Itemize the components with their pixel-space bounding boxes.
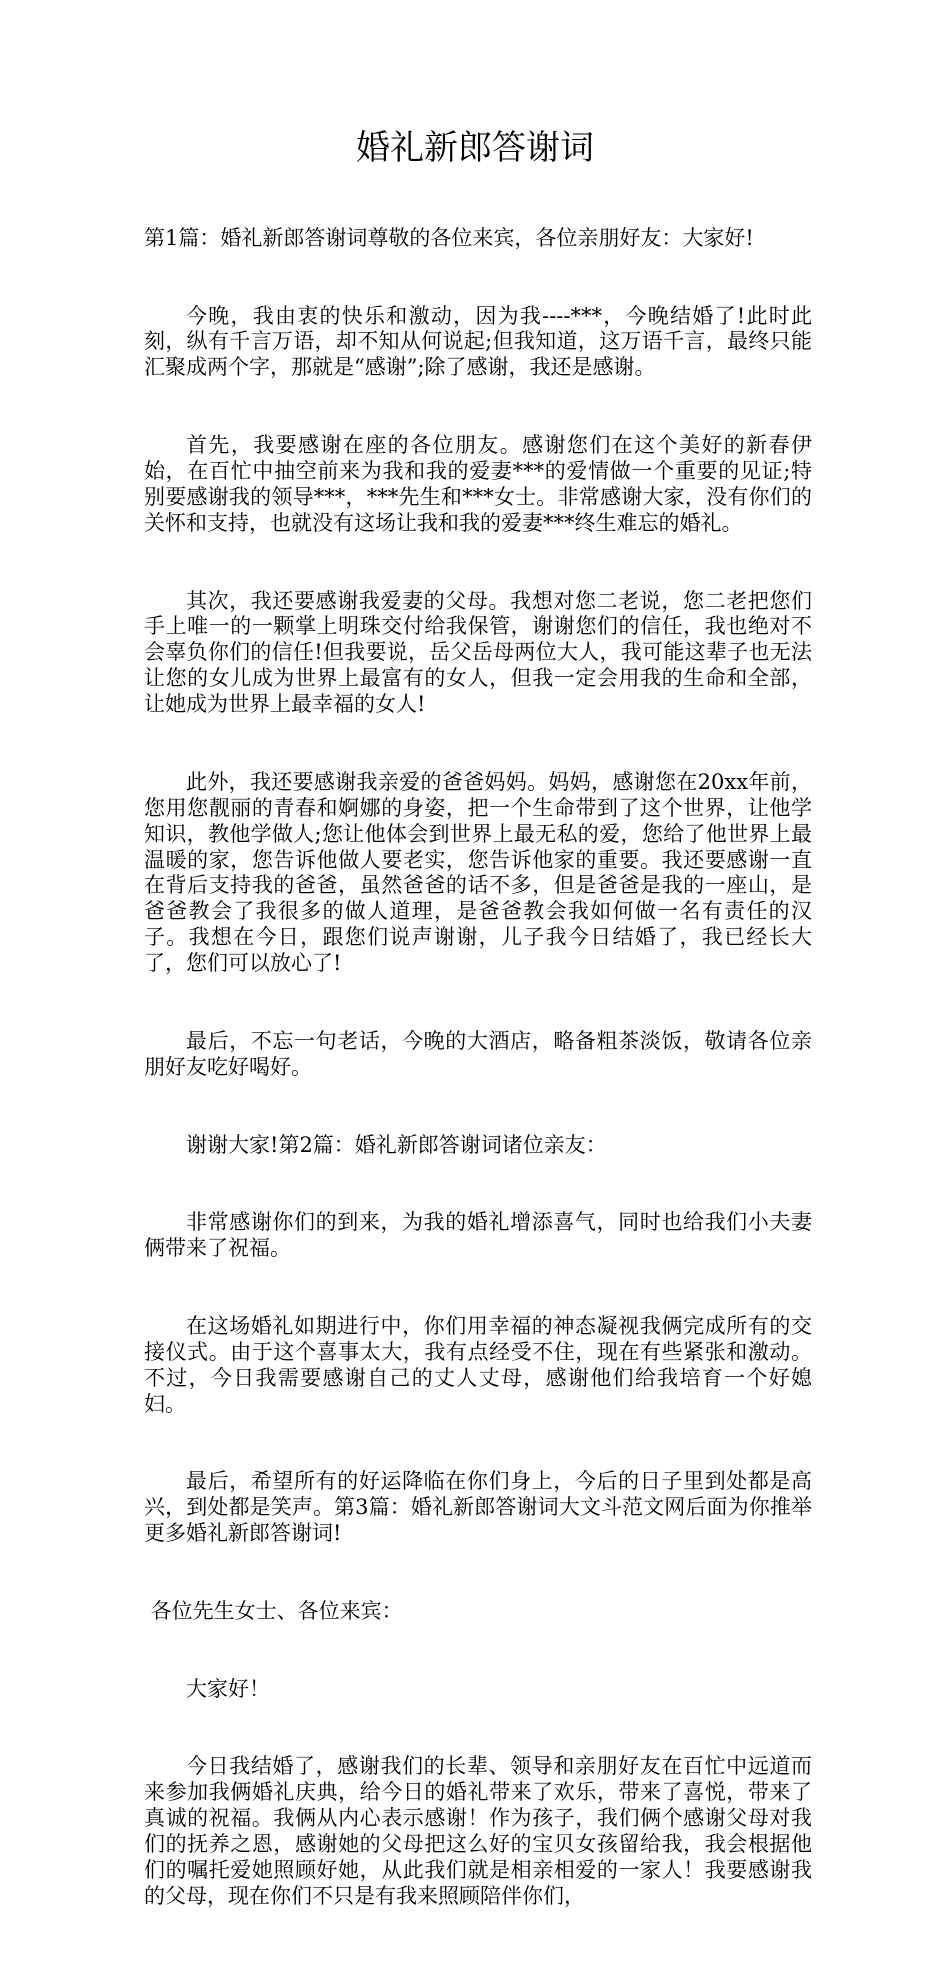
paragraph: 非常感谢你们的到来，为我的婚礼增添喜气，同时也给我们小夫妻俩带来了祝福。 [144,1210,812,1261]
paragraph: 在这场婚礼如期进行中，你们用幸福的神态凝视我俩完成所有的交接仪式。由于这个喜事太大，我有点经受不住，现在有些紧张和激动。不过，今日我需要感谢自己的丈人丈母，感谢他们给我培育一个好媳妇。 [144,1313,812,1416]
paragraph: 最后，不忘一句老话，今晚的大酒店，略备粗茶淡饭，敬请各位亲朋好友吃好喝好。 [144,1028,812,1079]
paragraph: 大家好！ [186,1676,270,1701]
paragraph: 谢谢大家!第2篇：婚礼新郎答谢词诸位亲友： [186,1132,607,1157]
paragraph: 首先，我要感谢在座的各位朋友。感谢您们在这个美好的新春伊始，在百忙中抽空前来为我和我的爱妻***的爱情做一个重要的见证;特别要感谢我的领导***，***先生和***女士。非常感谢大家，没有你们的关怀和支持，也就没有这场让我和我的爱妻***终生难忘的婚礼。 [144,433,812,535]
paragraph: 今晚，我由衷的快乐和激动，因为我----***，今晚结婚了!此时此刻，纵有千言万语，却不知从何说起;但我知道，这万语千言，最终只能汇聚成两个字，那就是“感谢”;除了感谢，我还是感谢。 [144,303,812,380]
paragraph: 各位先生女士、各位来宾： [144,1598,403,1623]
paragraph: 今日我结婚了，感谢我们的长辈、领导和亲朋好友在百忙中远道而来参加我俩婚礼庆典，给今日的婚礼带来了欢乐，带来了喜悦，带来了真诚的祝福。我俩从内心表示感谢！作为孩子，我们俩个感谢父母对我们的抚养之恩，感谢她的父母把这么好的宝贝女孩留给我，我会根据他们的嘱托爱她照顾好她，从此我们就是相亲相爱的一家人！我要感谢我的父母，现在你们不只是有我来照顾陪伴你们， [144,1754,812,1908]
document-title: 婚礼新郎答谢词 [356,128,594,168]
document-body [144,174,812,1962]
paragraph: 此外，我还要感谢我亲爱的爸爸妈妈。妈妈，感谢您在20xx年前，您用您靓丽的青春和婀娜的身姿，把一个生命带到了这个世界，让他学知识，教他学做人;您让他体会到世界上最无私的爱，您给了他世界上最温暖的家，您告诉他做人要老实，您告诉他家的重要。我还要感谢一直在背后支持我的爸爸，虽然爸爸的话不多，但是爸爸是我的一座山，是爸爸教会了我很多的做人道理，是爸爸教会我如何做一名有责任的汉子。我想在今日，跟您们说声谢谢，儿子我今日结婚了，我已经长大了，您们可以放心了! [144,769,812,976]
paragraph: 第1篇：婚礼新郎答谢词尊敬的各位来宾，各位亲朋好友：大家好! [144,225,754,250]
paragraph: 最后，希望所有的好运降临在你们身上，今后的日子里到处都是高兴，到处都是笑声。第3篇：婚礼新郎答谢词大文斗范文网后面为你推举更多婚礼新郎答谢词! [144,1469,812,1546]
paragraph: 其次，我还要感谢我爱妻的父母。我想对您二老说，您二老把您们手上唯一的一颗掌上明珠交付给我保管，谢谢您们的信任，我也绝对不会辜负你们的信任!但我要说，岳父岳母两位大人，我可能这辈子也无法让您的女儿成为世界上最富有的女人，但我一定会用我的生命和全部，让她成为世界上最幸福的女人! [144,588,812,717]
